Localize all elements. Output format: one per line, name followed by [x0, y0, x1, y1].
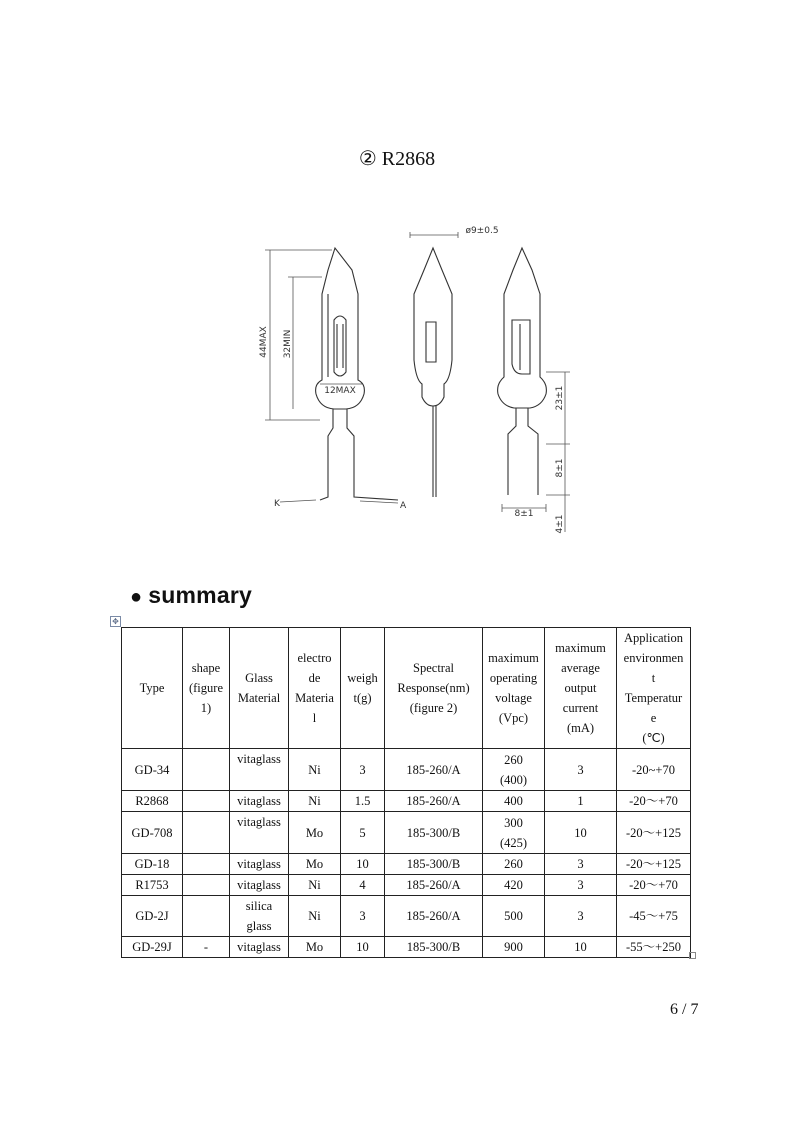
table-resize-handle[interactable]: [689, 952, 696, 959]
cell-shape: [183, 875, 230, 896]
cell-voltage-line: 400: [504, 794, 523, 808]
dim-4-label: 4±1: [555, 514, 565, 534]
page-number: 6 / 7: [670, 1001, 699, 1018]
header-max-voltage: [483, 628, 545, 749]
cell-glass-material-line: vitaglass: [237, 794, 281, 808]
header-line: average: [561, 661, 600, 675]
cell-type: GD-29J: [122, 937, 183, 958]
bullet-icon: ●: [130, 586, 143, 608]
cell-glass-material-line: vitaglass: [237, 878, 281, 892]
cell-shape: [183, 791, 230, 812]
cell-type: GD-708: [122, 812, 183, 854]
dim-44max-label: 44MAX: [259, 326, 269, 358]
summary-table: [121, 627, 691, 958]
header-line: voltage: [495, 691, 532, 705]
table-row: [122, 791, 691, 812]
cell-spectral: 185-260/A: [385, 875, 483, 896]
table-row: [122, 749, 691, 791]
cell-shape: [183, 812, 230, 854]
side-view-outline: [414, 248, 452, 497]
header-type: [122, 628, 183, 749]
cell-voltage: [483, 875, 545, 896]
cell-spectral: 185-260/A: [385, 896, 483, 937]
cell-glass-material: [230, 812, 289, 854]
cell-weight: 3: [341, 896, 385, 937]
cell-type: GD-34: [122, 749, 183, 791]
cell-shape: -: [183, 937, 230, 958]
header-line: (figure: [188, 681, 223, 695]
cell-glass-material: [230, 749, 289, 791]
cell-voltage-line: 500: [504, 909, 523, 923]
header-line: de: [308, 671, 321, 685]
table-move-handle-icon[interactable]: ✥: [110, 616, 121, 627]
table-row: [122, 875, 691, 896]
cell-voltage-line: 900: [504, 940, 523, 954]
header-line: current: [562, 701, 599, 715]
cell-voltage-line: (425): [499, 835, 528, 850]
cell-temperature: -20〜+70: [617, 791, 691, 812]
header-line: operating: [489, 671, 538, 685]
cell-glass-material: [230, 896, 289, 937]
header-glass-material: [230, 628, 289, 749]
cell-voltage: [483, 854, 545, 875]
section-heading: ② R2868: [358, 148, 436, 170]
header-line: t: [651, 671, 656, 685]
cell-current: 3: [545, 875, 617, 896]
header-max-current: [545, 628, 617, 749]
table-row: [122, 937, 691, 958]
cell-weight: 10: [341, 937, 385, 958]
cell-temperature: -20〜+70: [617, 875, 691, 896]
header-line: weigh: [347, 671, 378, 685]
anode-label: A: [400, 501, 407, 511]
cell-voltage-line: 260: [504, 752, 523, 767]
header-shape: [183, 628, 230, 749]
cell-shape: [183, 896, 230, 937]
table-row: [122, 812, 691, 854]
cell-glass-material-line: vitaglass: [237, 752, 281, 766]
header-line: Material: [237, 691, 281, 705]
cell-temperature: -45〜+75: [617, 896, 691, 937]
cell-glass-material: [230, 854, 289, 875]
cell-voltage: [483, 791, 545, 812]
table-row: [122, 854, 691, 875]
cell-type: R2868: [122, 791, 183, 812]
header-line: (mA): [566, 721, 595, 735]
header-line: electro: [297, 651, 332, 665]
dim-32min-label: 32MIN: [283, 329, 293, 359]
header-line: l: [312, 711, 317, 725]
rear-view-outline: [498, 248, 547, 495]
header-line: Temperatur: [624, 691, 683, 705]
cell-electrode: Ni: [289, 896, 341, 937]
cell-weight: 1.5: [341, 791, 385, 812]
cell-temperature: -20~+70: [617, 749, 691, 791]
cell-shape: [183, 854, 230, 875]
header-line: environmen: [623, 651, 684, 665]
cell-type: R1753: [122, 875, 183, 896]
cell-glass-material: [230, 937, 289, 958]
table-row: [122, 896, 691, 937]
header-electrode-material: [289, 628, 341, 749]
dim-8h-label: 8±1: [514, 509, 534, 519]
cell-electrode: Ni: [289, 875, 341, 896]
header-weight: [341, 628, 385, 749]
cell-electrode: Mo: [289, 854, 341, 875]
cell-glass-material-line: silica: [245, 899, 273, 913]
tube-dimension-drawing: [250, 212, 590, 547]
cell-electrode: Ni: [289, 791, 341, 812]
cell-current: 10: [545, 812, 617, 854]
cell-current: 3: [545, 854, 617, 875]
cell-spectral: 185-300/B: [385, 854, 483, 875]
cell-glass-material-line: vitaglass: [237, 940, 281, 954]
header-line: Glass: [245, 671, 273, 685]
cell-temperature: -20〜+125: [617, 812, 691, 854]
header-line: t(g): [353, 691, 372, 705]
header-line: Type: [139, 681, 165, 695]
header-line: Materia: [295, 691, 334, 705]
cell-weight: 4: [341, 875, 385, 896]
header-temperature: [617, 628, 691, 749]
header-line: 1): [200, 701, 212, 715]
cell-type: GD-2J: [122, 896, 183, 937]
summary-title: summary: [148, 582, 252, 608]
cell-electrode: Mo: [289, 937, 341, 958]
cell-weight: 3: [341, 749, 385, 791]
cell-voltage-line: 300: [504, 815, 523, 830]
header-line: (figure 2): [409, 701, 458, 715]
cell-voltage-line: 260: [504, 857, 523, 871]
cell-spectral: 185-300/B: [385, 937, 483, 958]
cell-spectral: 185-300/B: [385, 812, 483, 854]
header-spectral-response: [385, 628, 483, 749]
cell-voltage: [483, 749, 545, 791]
header-line: Response(nm): [397, 681, 470, 695]
cell-electrode: Ni: [289, 749, 341, 791]
cell-spectral: 185-260/A: [385, 791, 483, 812]
dim-8v-label: 8±1: [555, 458, 565, 478]
dim-12max-label: 12MAX: [324, 386, 356, 396]
cell-spectral: 185-260/A: [385, 749, 483, 791]
header-line: (Vpc): [498, 711, 529, 725]
cell-current: 3: [545, 749, 617, 791]
cell-voltage: [483, 812, 545, 854]
cell-voltage-line: 420: [504, 878, 523, 892]
header-line: maximum: [488, 651, 539, 665]
cell-glass-material-line: vitaglass: [237, 857, 281, 871]
header-line: Spectral: [413, 661, 454, 675]
summary-heading: [130, 582, 252, 609]
cell-temperature: -20〜+125: [617, 854, 691, 875]
header-line: Application: [623, 631, 683, 645]
cell-current: 1: [545, 791, 617, 812]
cell-temperature: -55〜+250: [617, 937, 691, 958]
header-line: maximum: [555, 641, 606, 655]
cell-glass-material-line: glass: [246, 919, 272, 933]
header-line: output: [564, 681, 597, 695]
dim-23-label: 23±1: [555, 385, 565, 411]
table-header-row: [122, 628, 691, 749]
front-view-outline: [316, 248, 398, 500]
cell-shape: [183, 749, 230, 791]
cell-weight: 5: [341, 812, 385, 854]
cell-glass-material: [230, 791, 289, 812]
cell-glass-material: [230, 875, 289, 896]
cell-weight: 10: [341, 854, 385, 875]
cell-type: GD-18: [122, 854, 183, 875]
header-line: (℃): [642, 731, 665, 745]
cell-electrode: Mo: [289, 812, 341, 854]
cell-voltage: [483, 937, 545, 958]
header-line: e: [650, 711, 657, 725]
cell-voltage-line: (400): [499, 772, 528, 787]
header-line: shape: [191, 661, 221, 675]
cell-current: 10: [545, 937, 617, 958]
dim-diameter-label: ø9±0.5: [465, 226, 499, 236]
cell-voltage: [483, 896, 545, 937]
cell-current: 3: [545, 896, 617, 937]
cell-glass-material-line: vitaglass: [237, 815, 281, 829]
cathode-label: K: [274, 499, 280, 509]
